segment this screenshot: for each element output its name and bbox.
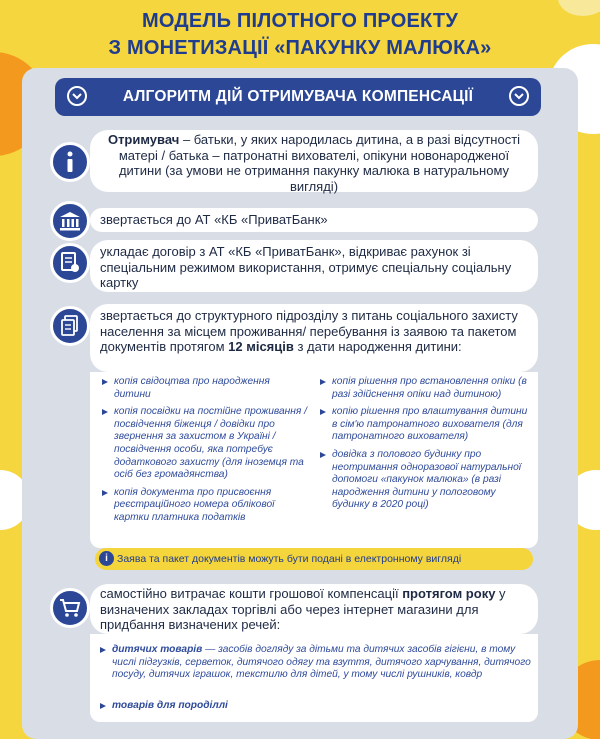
goods-item-title: товарів для породіллі — [112, 700, 228, 711]
spending-text-2: у визначених закладах торгівлі або через інтернет магазини для придбання визначених речей: — [100, 586, 506, 632]
contract-icon — [50, 243, 90, 283]
bank-icon — [50, 201, 90, 241]
spending-step — [90, 584, 538, 634]
page-title — [0, 8, 600, 62]
documents-icon — [50, 306, 90, 346]
electronic-submission-note — [95, 548, 533, 570]
title-line-1: МОДЕЛЬ ПІЛОТНОГО ПРОЕКТУ — [142, 10, 458, 32]
spending-deadline: протягом року — [402, 586, 496, 601]
list-item — [100, 700, 532, 713]
goods-list — [90, 634, 538, 722]
list-item: копія свідоцтва про народження дитини — [102, 376, 307, 401]
goods-item-text: — засобів догляду за дітьми та дитячих засобів гігієни, в тому числі підгузків, серветок, дитячого одягу та взуття, дитячого харчування, дитячого посуду, дитячих іграшок, текстилю для дітей, у тому числі рушників, ковдр — [112, 644, 531, 681]
list-item: копія посвідки на постійне проживання / посвідчення біженця / довідки про звернення за захистом в Україні / посвідчення особи, яка потребує додаткового захисту (для іноземця та осіб без громадянства) — [102, 406, 307, 482]
recipient-text: – батьки, у яких народилась дитина, а в разі відсутності матері / батька – патронатні вихователі, опікуни новонародженої дитини (за умови не отримання пакунку малюка в натуральному вигляді) — [118, 132, 521, 194]
chevron-down-icon — [67, 86, 87, 106]
list-item: копія документа про присвоєння реєстраційного номера облікової картки платника податків — [102, 487, 307, 525]
social-protection-step — [90, 304, 538, 372]
contract-step: укладає договір з АТ «КБ «ПриватБанк», відкриває рахунок зі спеціальним режимом використання, отримує спеціальну соціальну картку — [90, 240, 538, 292]
documents-list — [90, 372, 538, 548]
title-line-2: З МОНЕТИЗАЦІЇ «ПАКУНКУ МАЛЮКА» — [108, 37, 492, 59]
recipient-step — [90, 130, 538, 192]
algorithm-banner — [55, 78, 541, 116]
info-icon — [50, 142, 90, 182]
info-icon: i — [99, 551, 114, 566]
list-item: довідка з полового будинку про неотримання одноразової натуральної допомоги «пакунок малюка» (в разі народження дитини у пологовому будинку в 2020 році) — [320, 449, 532, 512]
spending-text-1: самостійно витрачає кошти грошової компенсації — [100, 586, 403, 601]
documents-right-column — [320, 376, 532, 517]
documents-left-column — [102, 376, 307, 530]
list-item: копія рішення про встановлення опіки (в разі здійснення опіки над дитиною) — [320, 376, 532, 401]
bank-step: звертається до АТ «КБ «ПриватБанк» — [90, 208, 538, 232]
goods-item-title: дитячих товарів — [112, 644, 203, 655]
recipient-lead: Отримувач — [107, 132, 180, 147]
note-text: Заява та пакет документів можуть бути подані в електронному вигляді — [117, 553, 462, 565]
social-step-text: звертається до структурного підрозділу з питань соціального захисту населення за місцем проживання/ перебування із заявою та пакетом документів протягом — [100, 308, 518, 354]
banner-label: АЛГОРИТМ ДІЙ ОТРИМУВАЧА КОМПЕНСАЦІЇ — [122, 88, 474, 105]
social-step-deadline: 12 місяців — [228, 339, 294, 354]
list-item: копію рішення про влаштування дитини в сім'ю патронатного вихователя (для патронатного вихователя) — [320, 406, 532, 444]
social-step-tail: з дати народження дитини: — [293, 339, 462, 354]
list-item — [100, 644, 532, 682]
chevron-down-icon — [509, 86, 529, 106]
shopping-cart-icon — [50, 588, 90, 628]
